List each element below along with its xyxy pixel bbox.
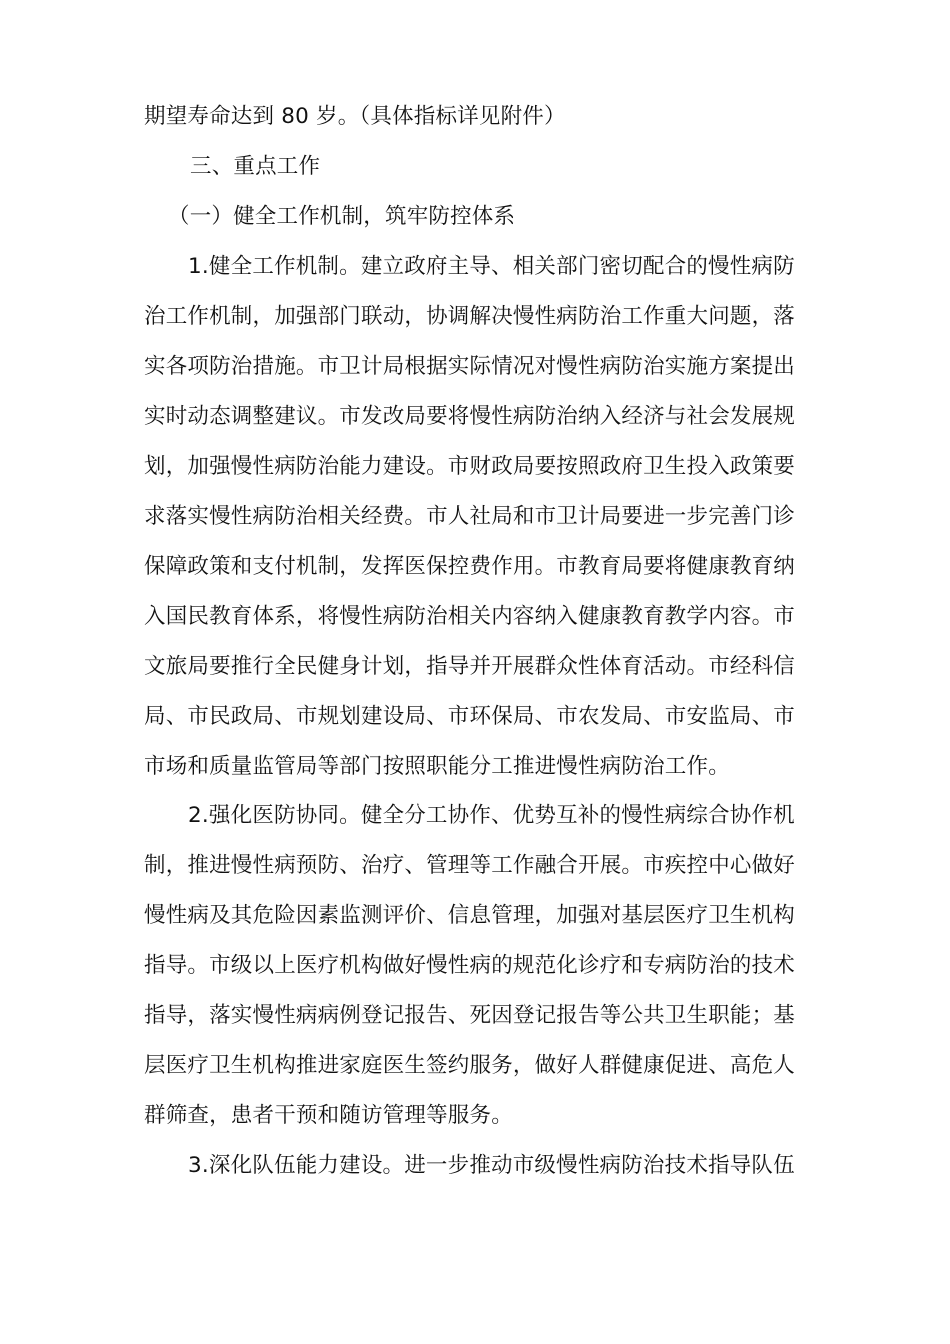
text-line: 治工作机制，加强部门联动，协调解决慢性病防治工作重大问题，落 [144,304,796,329]
text-line: 实各项防治措施。市卫计局根据实际情况对慢性病防治实施方案提出 [144,354,796,379]
text-line: 群筛查，患者干预和随访管理等服务。 [144,1103,513,1128]
section-heading: 三、重点工作 [190,154,321,179]
text-line: 3.深化队伍能力建设。进一步推动市级慢性病防治技术指导队伍 [188,1153,795,1178]
text-line: 期望寿命达到 80 岁。（具体指标详见附件） [144,104,566,129]
text-line: 慢性病及其危险因素监测评价、信息管理，加强对基层医疗卫生机构 [144,903,796,928]
subsection-heading: （一）健全工作机制，筑牢防控体系 [168,204,516,229]
text-line: 层医疗卫生机构推进家庭医生签约服务，做好人群健康促进、高危人 [144,1053,796,1078]
text-line: 指导，落实慢性病病例登记报告、死因登记报告等公共卫生职能；基 [144,1003,796,1028]
text-line: 指导。市级以上医疗机构做好慢性病的规范化诊疗和专病防治的技术 [144,953,796,978]
text-line: 1.健全工作机制。建立政府主导、相关部门密切配合的慢性病防 [188,254,795,279]
text-line: 制，推进慢性病预防、治疗、管理等工作融合开展。市疾控中心做好 [144,853,796,878]
text-line: 局、市民政局、市规划建设局、市环保局、市农发局、市安监局、市 [144,704,796,729]
text-line: 2.强化医防协同。健全分工协作、优势互补的慢性病综合协作机 [188,803,795,828]
text-line: 文旅局要推行全民健身计划，指导并开展群众性体育活动。市经科信 [144,654,796,679]
text-line: 入国民教育体系，将慢性病防治相关内容纳入健康教育教学内容。市 [144,604,796,629]
text-line: 市场和质量监管局等部门按照职能分工推进慢性病防治工作。 [144,754,730,779]
text-line: 实时动态调整建议。市发改局要将慢性病防治纳入经济与社会发展规 [144,404,796,429]
text-line: 求落实慢性病防治相关经费。市人社局和市卫计局要进一步完善门诊 [144,504,796,529]
text-line: 保障政策和支付机制，发挥医保控费作用。市教育局要将健康教育纳 [144,554,796,579]
text-line: 划，加强慢性病防治能力建设。市财政局要按照政府卫生投入政策要 [144,454,796,479]
